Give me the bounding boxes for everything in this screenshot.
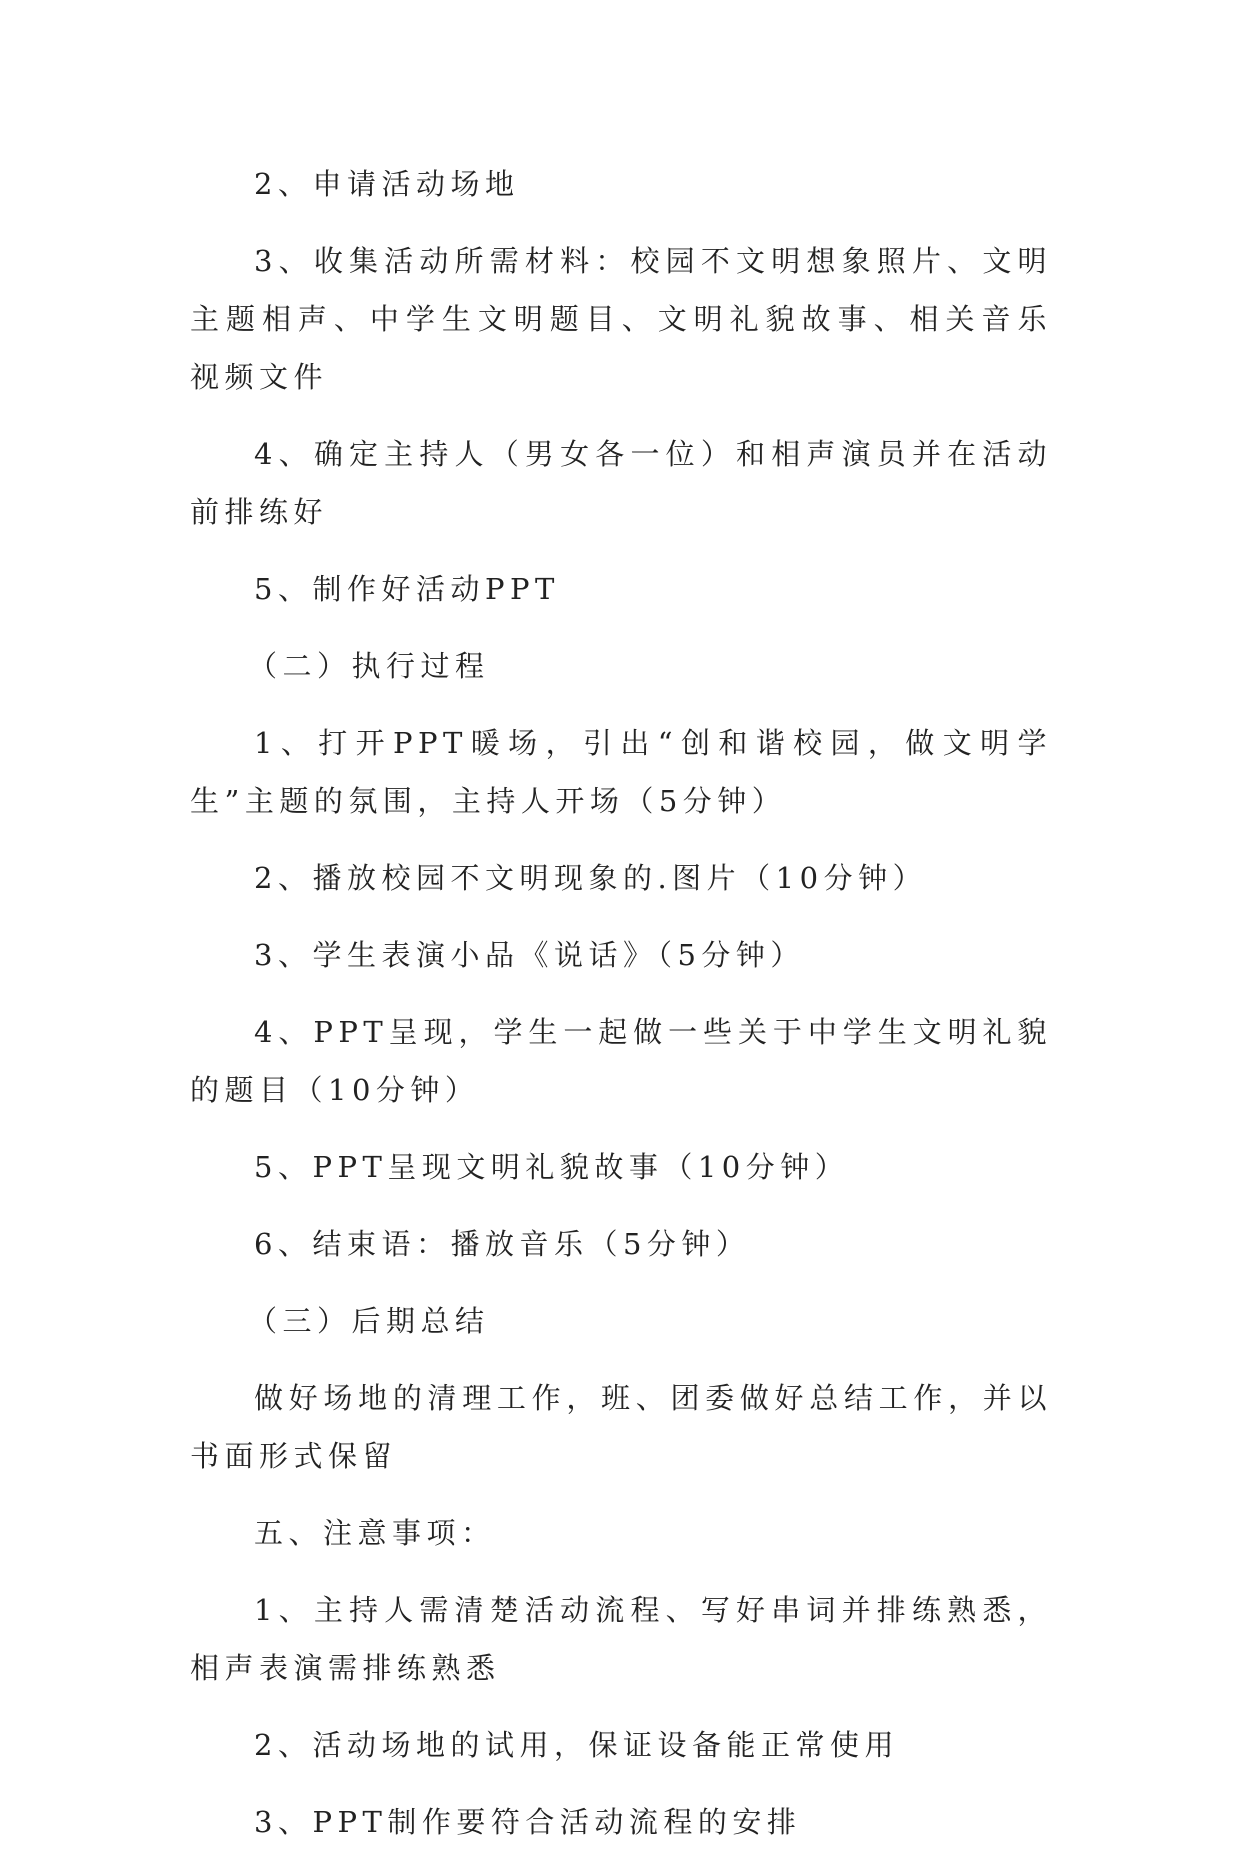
list-item-venue-test: 2、活动场地的试用，保证设备能正常使用 [254, 1728, 899, 1762]
summary-paragraph: 做好场地的清理工作，班、团委做好总结工作，并以书面形式保留 [190, 1381, 1052, 1473]
list-item-quiz: 4、PPT呈现，学生一起做一些关于中学生文明礼貌的题目（10分钟） [190, 1015, 1052, 1107]
list-item-collect-materials: 3、收集活动所需材料：校园不文明想象照片、文明主题相声、中学生文明题目、文明礼貌故事、相关音乐视频文件 [190, 244, 1052, 394]
document-page [190, 155, 1052, 1870]
section-heading-summary: （三）后期总结 [248, 1304, 490, 1338]
list-item-closing: 6、结束语：播放音乐（5分钟） [254, 1227, 751, 1261]
section-heading-execution: （二）执行过程 [248, 649, 490, 683]
list-item-apply-venue: 2、申请活动场地 [254, 167, 520, 201]
list-item-sketch: 3、学生表演小品《说话》（5分钟） [254, 938, 805, 972]
list-item-open-ppt: 1、打开PPT暖场，引出“创和谐校园，做文明学生”主题的氛围，主持人开场（5分钟） [190, 726, 1052, 818]
section-heading-notes: 五、注意事项： [254, 1516, 496, 1550]
list-item-play-pictures: 2、播放校园不文明现象的.图片（10分钟） [254, 861, 928, 895]
list-item-ppt-note: 3、PPT制作要符合活动流程的安排 [254, 1805, 802, 1839]
list-item-confirm-hosts: 4、确定主持人（男女各一位）和相声演员并在活动前排练好 [190, 437, 1052, 529]
list-item-host-note: 1、主持人需清楚活动流程、写好串词并排练熟悉，相声表演需排练熟悉 [190, 1593, 1052, 1685]
list-item-make-ppt: 5、制作好活动PPT [254, 572, 560, 606]
list-item-stories: 5、PPT呈现文明礼貌故事（10分钟） [254, 1150, 850, 1184]
